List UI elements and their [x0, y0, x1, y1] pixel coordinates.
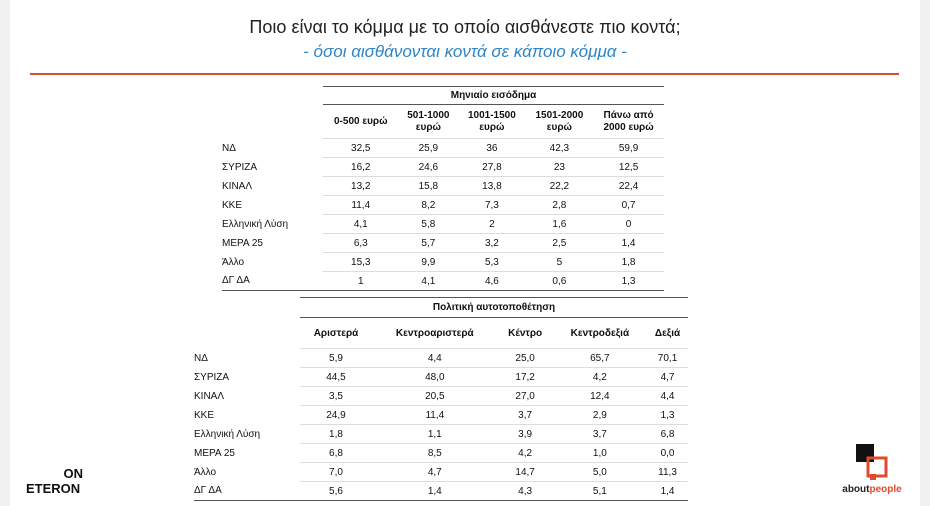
income-cell: 5,7 [399, 234, 459, 253]
on-eteron-logo [26, 466, 84, 496]
ideology-cell: 14,7 [498, 463, 553, 482]
ideology-cell: 11,4 [372, 406, 498, 425]
ideology-cell: 4,4 [647, 387, 688, 406]
income-row-label: ΚΚΕ [222, 199, 243, 211]
ideology-cell: 6,8 [300, 444, 372, 463]
ideology-col-header: Αριστερά [313, 327, 359, 339]
logo-eteron-text: ETERON [26, 481, 81, 496]
ideology-cell: 7,0 [300, 463, 372, 482]
income-col-header: Πάνω από 2000 ευρώ [603, 109, 654, 133]
ideology-cell: 1,1 [372, 425, 498, 444]
ideology-cell: 1,3 [647, 406, 688, 425]
income-cell: 11,4 [323, 196, 399, 215]
left-margin-bar [0, 0, 10, 506]
ideology-row [194, 444, 688, 463]
ideology-cell: 4,2 [498, 444, 553, 463]
income-cell: 5,8 [399, 215, 459, 234]
income-cell: 3,2 [458, 234, 525, 253]
income-group-header: Μηνιαίο εισόδημα [323, 87, 664, 105]
income-cell: 16,2 [323, 158, 399, 177]
ideology-cell: 0,0 [647, 444, 688, 463]
ideology-row-label: ΜΕΡΑ 25 [194, 447, 235, 459]
ideology-cell: 8,5 [372, 444, 498, 463]
income-row-label: ΣΥΡΙΖΑ [222, 161, 258, 173]
income-cell: 12,5 [593, 158, 664, 177]
income-row-label: ΝΔ [222, 142, 236, 154]
income-row-label: Ελληνική Λύση [222, 218, 289, 230]
ideology-col-header: Κεντροδεξιά [570, 327, 630, 339]
income-cell: 7,3 [458, 196, 525, 215]
ideology-cell: 5,6 [300, 482, 372, 501]
aboutpeople-logo [836, 444, 908, 500]
ideology-cell: 4,7 [647, 368, 688, 387]
income-cell: 2,8 [526, 196, 593, 215]
ideology-cell: 4,7 [372, 463, 498, 482]
ideology-cell: 1,0 [553, 444, 647, 463]
ideology-cell: 5,0 [553, 463, 647, 482]
income-cell: 1,3 [593, 272, 664, 291]
income-row [222, 158, 664, 177]
income-cell: 1 [323, 272, 399, 291]
income-cell: 23 [526, 158, 593, 177]
income-cell: 27,8 [458, 158, 525, 177]
ideology-cell: 70,1 [647, 349, 688, 368]
logo-on-text: ON [63, 466, 83, 481]
ideology-row-label: ΔΓ ΔΑ [194, 482, 300, 501]
income-cell: 59,9 [593, 139, 664, 158]
income-cell: 32,5 [323, 139, 399, 158]
ideology-cell: 6,8 [647, 425, 688, 444]
income-row [222, 139, 664, 158]
income-col-header: 1001-1500 ευρώ [467, 109, 516, 133]
ideology-cell: 1,8 [300, 425, 372, 444]
right-margin-bar [920, 0, 930, 506]
ideology-row-label: ΝΔ [194, 352, 208, 364]
income-cell: 1,8 [593, 253, 664, 272]
ideology-group-header: Πολιτική αυτοτοποθέτηση [300, 298, 688, 318]
income-cell: 4,6 [458, 272, 525, 291]
ideology-cell: 3,5 [300, 387, 372, 406]
ideology-col-header: Κεντροαριστερά [395, 327, 474, 339]
income-cell: 9,9 [399, 253, 459, 272]
income-row [222, 215, 664, 234]
slide-subtitle: - όσοι αισθάνονται κοντά σε κάποιο κόμμα - [303, 42, 627, 61]
income-row [222, 177, 664, 196]
ideology-cell: 20,5 [372, 387, 498, 406]
ideology-cell: 3,9 [498, 425, 553, 444]
income-cell: 13,2 [323, 177, 399, 196]
ideology-row [194, 387, 688, 406]
ideology-cell: 4,4 [372, 349, 498, 368]
income-row-label: Άλλο [222, 256, 245, 268]
income-cell: 36 [458, 139, 525, 158]
ideology-row-label: ΣΥΡΙΖΑ [194, 371, 230, 383]
ideology-cell: 3,7 [498, 406, 553, 425]
ideology-row [194, 425, 688, 444]
ideology-row [194, 406, 688, 425]
title-divider [30, 73, 899, 75]
income-corner-cell [222, 87, 323, 105]
income-cell: 4,1 [399, 272, 459, 291]
income-col-header: 0-500 ευρώ [333, 115, 388, 127]
income-cell: 2 [458, 215, 525, 234]
ideology-col-header: Κέντρο [508, 327, 543, 339]
ideology-cell: 1,4 [647, 482, 688, 501]
income-cell: 8,2 [399, 196, 459, 215]
ideology-row [194, 349, 688, 368]
income-row [222, 253, 664, 272]
ideology-row-label: ΚΚΕ [194, 409, 215, 421]
income-cell: 22,4 [593, 177, 664, 196]
income-row [222, 272, 664, 291]
ideology-cell: 12,4 [553, 387, 647, 406]
ideology-cell: 24,9 [300, 406, 372, 425]
ideology-row [194, 463, 688, 482]
income-cell: 5,3 [458, 253, 525, 272]
income-row-label: ΜΕΡΑ 25 [222, 237, 263, 249]
ideology-cell: 65,7 [553, 349, 647, 368]
ideology-row-label: Ελληνική Λύση [194, 428, 261, 440]
income-row-label: ΔΓ ΔΑ [222, 272, 323, 291]
income-cell: 42,3 [526, 139, 593, 158]
ideology-cell: 5,9 [300, 349, 372, 368]
ideology-column-headers [194, 318, 688, 349]
ideology-cell: 25,0 [498, 349, 553, 368]
aboutpeople-wordmark: aboutpeople [842, 484, 902, 495]
income-cell: 4,1 [323, 215, 399, 234]
income-cell: 0 [593, 215, 664, 234]
income-cell: 2,5 [526, 234, 593, 253]
ideology-cell: 1,4 [372, 482, 498, 501]
income-table [222, 86, 664, 291]
income-cell: 0,6 [526, 272, 593, 291]
ideology-cell: 17,2 [498, 368, 553, 387]
ideology-cell: 4,2 [553, 368, 647, 387]
ideology-cell: 44,5 [300, 368, 372, 387]
ideology-cell: 27,0 [498, 387, 553, 406]
ideology-col-header: Δεξιά [654, 327, 681, 339]
income-row [222, 234, 664, 253]
ideology-cell: 3,7 [553, 425, 647, 444]
ideology-row-label: ΚΙΝΑΛ [194, 390, 225, 402]
ideology-cell: 2,9 [553, 406, 647, 425]
ideology-corner-cell [194, 298, 300, 318]
income-cell: 25,9 [399, 139, 459, 158]
income-cell: 24,6 [399, 158, 459, 177]
income-cell: 1,4 [593, 234, 664, 253]
ideology-cell: 48,0 [372, 368, 498, 387]
ideology-cell: 11,3 [647, 463, 688, 482]
income-cell: 0,7 [593, 196, 664, 215]
income-cell: 13,8 [458, 177, 525, 196]
income-cell: 1,6 [526, 215, 593, 234]
income-cell: 22,2 [526, 177, 593, 196]
ideology-cell: 5,1 [553, 482, 647, 501]
ideology-row-label: Άλλο [194, 466, 217, 478]
income-column-headers [222, 105, 664, 139]
income-cell: 15,8 [399, 177, 459, 196]
income-col-header: 501-1000 ευρώ [407, 109, 450, 133]
slide-title: Ποιο είναι το κόμμα με το οποίο αισθάνεστε πιο κοντά; [249, 17, 681, 37]
income-row-label: ΚΙΝΑΛ [222, 180, 253, 192]
income-cell: 5 [526, 253, 593, 272]
ideology-table [194, 297, 688, 501]
aboutpeople-mark-icon [854, 444, 890, 480]
income-cell: 15,3 [323, 253, 399, 272]
income-row [222, 196, 664, 215]
ideology-row [194, 368, 688, 387]
ideology-cell: 4,3 [498, 482, 553, 501]
ideology-row [194, 482, 688, 501]
income-cell: 6,3 [323, 234, 399, 253]
income-col-header: 1501-2000 ευρώ [535, 109, 584, 133]
